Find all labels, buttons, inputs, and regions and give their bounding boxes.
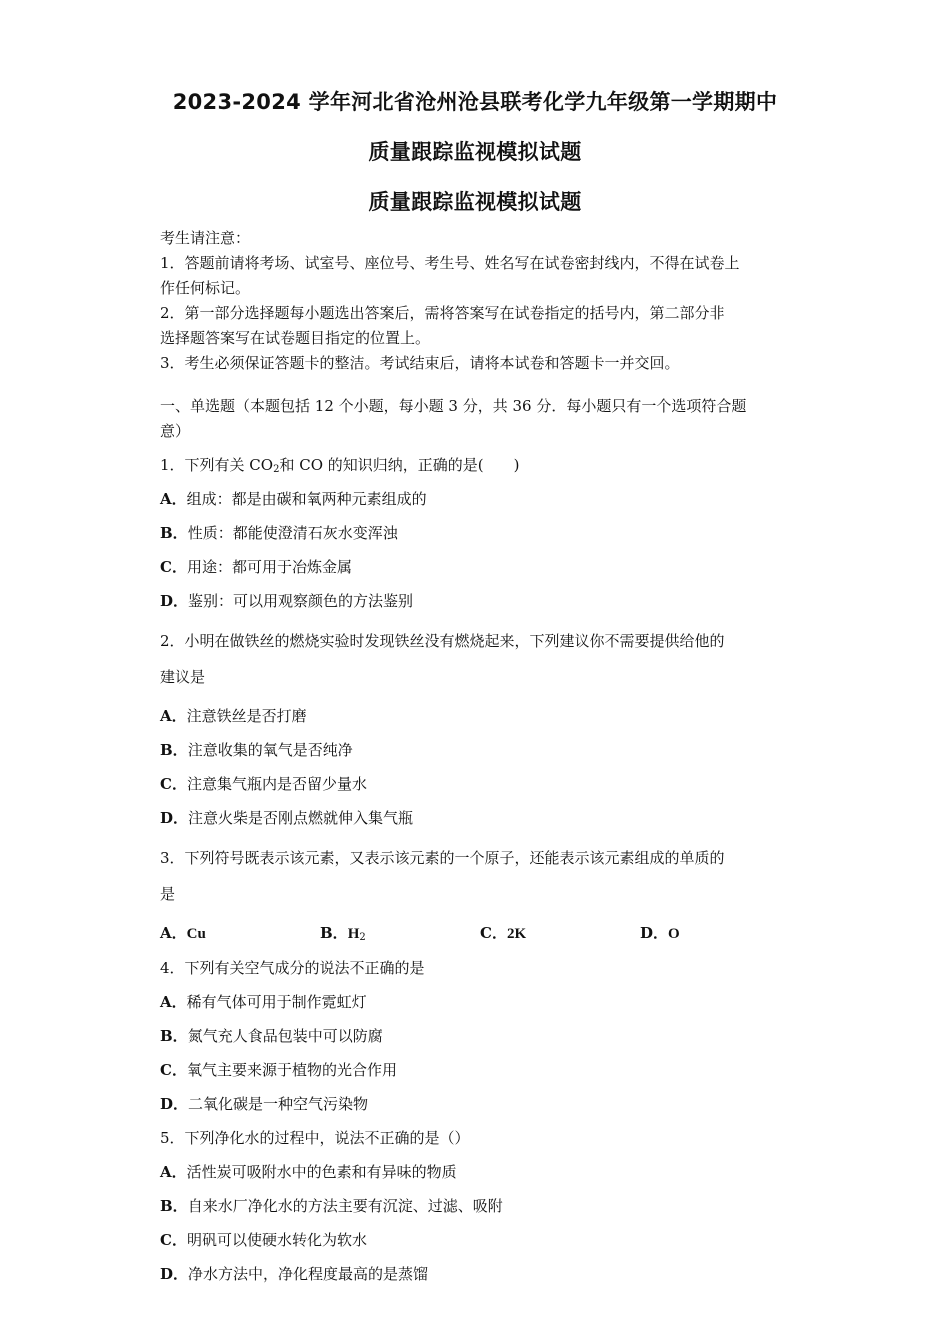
option-letter: C． — [160, 558, 187, 576]
question-5-option-c — [160, 1228, 800, 1253]
notice-item-1b: 作任何标记。 — [160, 279, 251, 297]
q1-stem-pre: 1．下列有关 CO — [160, 456, 274, 474]
question-4-option-a — [160, 990, 800, 1015]
option-text: O — [668, 926, 680, 942]
option-letter: B． — [160, 741, 188, 759]
option-letter: C． — [160, 775, 187, 793]
option-letter: A． — [160, 924, 187, 942]
option-letter: A． — [160, 490, 187, 508]
option-letter: D． — [640, 924, 669, 942]
question-2-option-a — [160, 704, 800, 729]
option-letter: A． — [160, 1163, 187, 1181]
question-5-option-a — [160, 1160, 800, 1185]
question-4-stem: 4．下列有关空气成分的说法不正确的是 — [160, 959, 425, 977]
option-text: 注意火柴是否刚点燃就伸入集气瓶 — [188, 809, 414, 827]
option-text: 氧气主要来源于植物的光合作用 — [186, 1061, 397, 1079]
option-text: 自来水厂净化水的方法主要有沉淀、过滤、吸附 — [187, 1197, 503, 1215]
q1-stem-post: 和 CO 的知识归纳，正确的是( ) — [279, 456, 520, 474]
option-text: 活性炭可吸附水中的色素和有异味的物质 — [186, 1163, 457, 1181]
question-1-option-b — [160, 521, 800, 546]
question-3-option-b — [320, 921, 480, 947]
question-3-options — [160, 921, 800, 947]
question-1-option-c — [160, 555, 800, 580]
option-text: 净水方法中，净化程度最高的是蒸馏 — [188, 1265, 429, 1283]
question-4-option-b — [160, 1024, 800, 1049]
option-text: 注意集气瓶内是否留少量水 — [186, 775, 367, 793]
question-3-option-d — [640, 921, 800, 947]
exam-title-line-2: 质量跟踪监视模拟试题 — [368, 140, 582, 164]
option-text: 稀有气体可用于制作霓虹灯 — [186, 993, 367, 1011]
question-2-stem-a: 2．小明在做铁丝的燃烧实验时发现铁丝没有燃烧起来，下列建议你不需要提供给他的 — [160, 632, 725, 650]
question-3-stem-b: 是 — [160, 885, 176, 903]
question-1-option-a — [160, 487, 800, 512]
option-letter: D． — [160, 1265, 189, 1283]
question-1-stem — [160, 453, 800, 478]
question-1-option-d — [160, 589, 800, 614]
question-4-option-c — [160, 1058, 800, 1083]
exam-title-line-1: 2023-2024 学年河北省沧州沧县联考化学九年级第一学期期中 — [172, 90, 778, 114]
q1-stem-sub: 2 — [273, 464, 280, 475]
section-heading-b: 意） — [160, 422, 191, 440]
question-3-option-c — [480, 921, 640, 947]
option-letter: B． — [160, 524, 188, 542]
exam-content — [160, 226, 800, 1287]
option-text: 明矾可以使硬水转化为软水 — [186, 1231, 367, 1249]
option-letter: D． — [160, 592, 189, 610]
question-4-option-d — [160, 1092, 800, 1117]
option-letter: B． — [320, 924, 348, 942]
option-text: H — [347, 926, 360, 942]
option-text: 二氧化碳是一种空气污染物 — [188, 1095, 369, 1113]
question-2-option-b — [160, 738, 800, 763]
option-subscript: 2 — [359, 932, 366, 943]
option-text: 性质：都能使澄清石灰水变浑浊 — [187, 524, 398, 542]
notice-item-1a: 1．答题前请将考场、试室号、座位号、考生号、姓名写在试卷密封线内，不得在试卷上 — [160, 254, 740, 272]
option-letter: A． — [160, 993, 187, 1011]
notice-item-3: 3．考生必须保证答题卡的整洁。考试结束后，请将本试卷和答题卡一并交回。 — [160, 354, 680, 372]
option-letter: B． — [160, 1027, 188, 1045]
question-5-option-b — [160, 1194, 800, 1219]
question-2-stem-b: 建议是 — [160, 668, 206, 686]
question-5-stem: 5．下列净化水的过程中，说法不正确的是（） — [160, 1129, 470, 1147]
notice-heading: 考生请注意： — [160, 229, 251, 247]
option-letter: D． — [160, 1095, 189, 1113]
notice-item-2b: 选择题答案写在试卷题目指定的位置上。 — [160, 329, 431, 347]
option-letter: D． — [160, 809, 189, 827]
option-text: 组成：都是由碳和氧两种元素组成的 — [186, 490, 427, 508]
option-letter: C． — [160, 1061, 187, 1079]
option-text: 注意铁丝是否打磨 — [186, 707, 307, 725]
question-2-option-c — [160, 772, 800, 797]
option-text: Cu — [186, 926, 206, 942]
option-text: 氮气充人食品包装中可以防腐 — [187, 1027, 383, 1045]
question-5-option-d — [160, 1262, 800, 1287]
option-text: 2K — [506, 926, 527, 942]
option-letter: A． — [160, 707, 187, 725]
notice-item-2a: 2．第一部分选择题每小题选出答案后，需将答案写在试卷指定的括号内，第二部分非 — [160, 304, 725, 322]
option-text: 用途：都可用于冶炼金属 — [186, 558, 352, 576]
exam-title-line-3: 质量跟踪监视模拟试题 — [368, 190, 582, 214]
option-letter: C． — [480, 924, 507, 942]
question-3-option-a — [160, 921, 320, 947]
option-letter: B． — [160, 1197, 188, 1215]
option-text: 注意收集的氧气是否纯净 — [187, 741, 353, 759]
section-heading-a: 一、单选题（本题包括 12 个小题，每小题 3 分，共 36 分．每小题只有一个选项符合题 — [160, 397, 747, 415]
option-text: 鉴别：可以用观察颜色的方法鉴别 — [188, 592, 414, 610]
question-2-option-d — [160, 806, 800, 831]
option-letter: C． — [160, 1231, 187, 1249]
question-3-stem-a: 3．下列符号既表示该元素，又表示该元素的一个原子，还能表示该元素组成的单质的 — [160, 849, 725, 867]
